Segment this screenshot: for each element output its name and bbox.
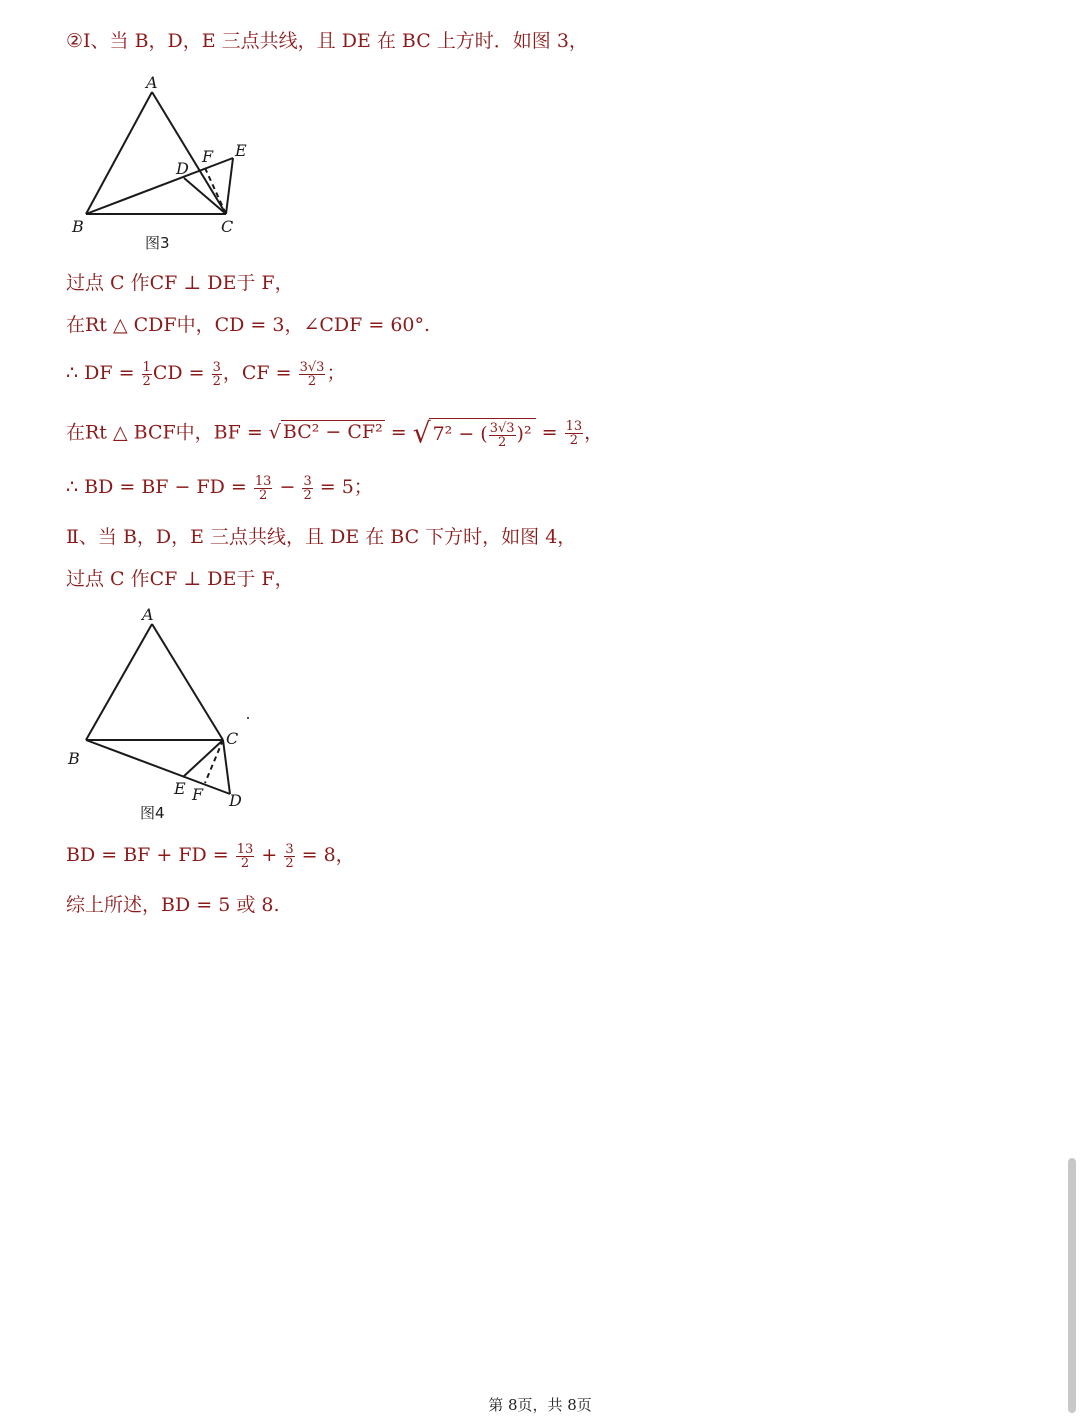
fig3-label-c: C (221, 217, 234, 236)
bf-prefix: 在Rt △ BCF中，BF = √ (66, 421, 281, 444)
big-radical-icon: √ (412, 416, 431, 450)
df-prefix: ∴ DF = (66, 362, 141, 384)
scrollbar-thumb[interactable] (1068, 1158, 1076, 1413)
scrollbar[interactable] (1062, 0, 1080, 1417)
bd-five-line: ∴ BD = BF − FD = $\frac{13}{2}$ − $\frac{3}{2}$ = 5； (66, 473, 373, 503)
fraction-three-half-3: $\frac{3}{2}$ (285, 841, 294, 871)
fraction-three-half-2: $\frac{3}{2}$ (303, 473, 312, 503)
figure-3-caption: 图3 (145, 234, 170, 252)
df-mid1: CD = (152, 362, 211, 384)
fig4-label-d: D (229, 791, 242, 810)
fraction-half: $\frac{1}{2}$ (142, 359, 151, 389)
fraction-cf-2: $\frac{3√3}{2}$ (489, 420, 515, 450)
fraction-thirteen-half-2: $\frac{13}{2}$ (254, 473, 272, 503)
figure-3-diagram (66, 70, 266, 255)
figure-3 (66, 70, 266, 255)
bd1-end: = 5； (313, 476, 373, 498)
bd2-prefix: BD = BF + FD = (66, 844, 235, 866)
fig4-label-b: B (68, 749, 80, 768)
bd1-prefix: ∴ BD = BF − FD = (66, 476, 253, 498)
df-mid2: ，CF = (222, 362, 298, 384)
case1-intro: ②Ⅰ、当 B，D，E 三点共线，且 DE 在 BC 上方时．如图 3， (66, 30, 588, 52)
fig3-label-f: F (202, 147, 214, 166)
fraction-three-half: $\frac{3}{2}$ (212, 359, 221, 389)
bf-radicand: BC² − CF² (282, 421, 383, 444)
bf-end: ， (584, 421, 604, 444)
rt-cdf-line: 在Rt △ CDF中，CD = 3，∠CDF = 60°. (66, 314, 431, 336)
fig4-label-c: C (226, 729, 239, 748)
df-end: ； (326, 362, 346, 384)
conclusion-line: 综上所述，BD = 5 或 8. (66, 894, 280, 916)
df-cf-line (66, 360, 345, 388)
bf-line: 在Rt △ BCF中，BF = √ BC² − CF² = √ 7² − ( $\frac{3√3}{2}$ )² = $\frac{13}{2}$ ， (66, 416, 604, 450)
fig3-label-e: E (235, 141, 247, 160)
figure-4 (66, 602, 266, 827)
figure-4-diagram (66, 602, 266, 827)
case2-intro: Ⅱ、当 B，D，E 三点共线，且 DE 在 BC 下方时，如图 4， (66, 526, 577, 548)
bf-eq: = (384, 421, 413, 444)
bd2-end: = 8， (295, 844, 355, 866)
fraction-thirteen-half-3: $\frac{13}{2}$ (236, 841, 254, 871)
fig4-label-f: F (192, 785, 204, 804)
page-footer: 第 8页，共 8页 (488, 1396, 592, 1414)
fraction-thirteen-half: $\frac{13}{2}$ (565, 418, 583, 448)
figure-4-caption: 图4 (140, 804, 165, 822)
perp-line-1: 过点 C 作CF ⊥ DE于 F， (66, 272, 294, 294)
bd-eight-line: BD = BF + FD = $\frac{13}{2}$ + $\frac{3}{2}$ = 8， (66, 841, 355, 871)
fig3-label-d: D (176, 159, 189, 178)
bf-big-radicand: 7² − ( $\frac{3√3}{2}$ )² (429, 418, 536, 449)
fig3-label-b: B (72, 217, 84, 236)
fraction-cf: $\frac{3√3}{2}$ (299, 359, 325, 389)
fig3-label-a: A (146, 73, 158, 92)
fig4-label-e: E (174, 779, 186, 798)
perp-line-2: 过点 C 作CF ⊥ DE于 F， (66, 568, 294, 590)
fig4-label-a: A (142, 605, 154, 624)
